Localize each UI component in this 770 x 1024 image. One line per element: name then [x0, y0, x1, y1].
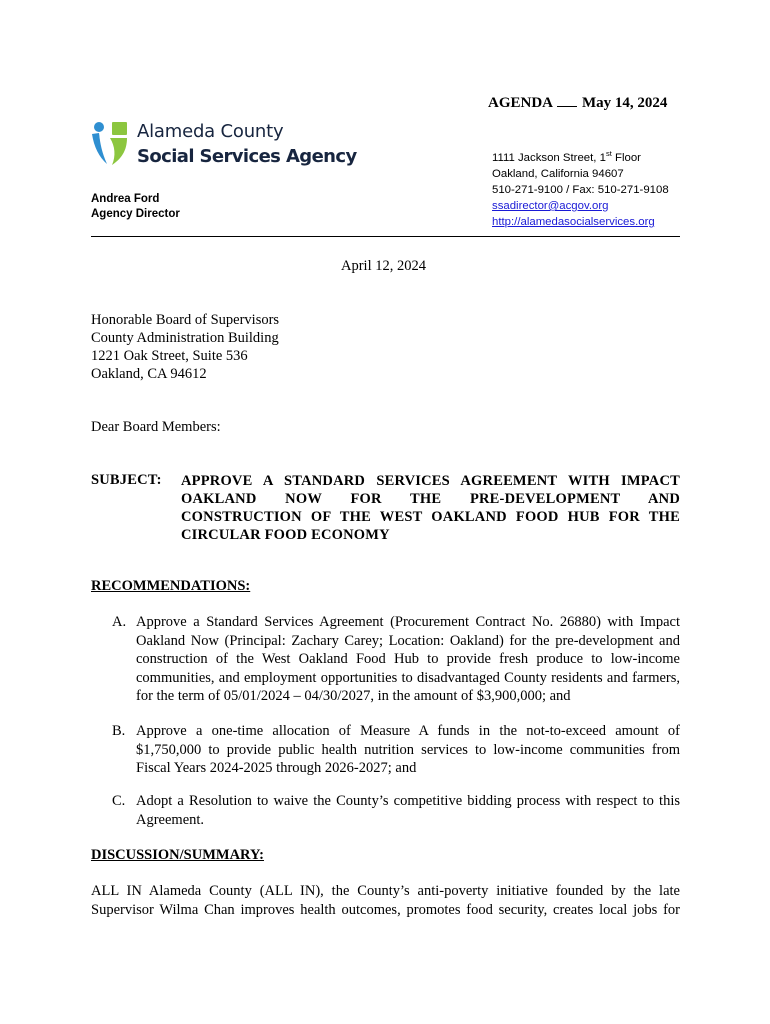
- address-street: 1111 Jackson Street, 1st Floor: [492, 149, 641, 164]
- org-name-line1: Alameda County: [137, 121, 284, 142]
- discussion-paragraph: ALL IN Alameda County (ALL IN), the County’s anti-poverty initiative founded by the late Supervisor Wilma Chan improves health outcomes, promotes food security, creates local jobs for: [91, 883, 680, 918]
- item-text: Adopt a Resolution to waive the County’s competitive bidding process with respect to this Agreement.: [136, 793, 680, 828]
- recommendations-heading: RECOMMENDATIONS:: [91, 578, 251, 594]
- recipient-line: 1221 Oak Street, Suite 536: [91, 348, 248, 364]
- salutation: Dear Board Members:: [91, 419, 221, 435]
- subject-label: SUBJECT:: [91, 472, 162, 488]
- item-letter: C.: [112, 793, 126, 809]
- website-link[interactable]: http://alamedasocialservices.org: [492, 216, 655, 228]
- discussion-heading: DISCUSSION/SUMMARY:: [91, 847, 264, 863]
- director-title: Agency Director: [91, 208, 180, 220]
- recipient-line: Oakland, CA 94612: [91, 366, 207, 382]
- email-link[interactable]: ssadirector@acgov.org: [492, 200, 609, 212]
- item-text: Approve a Standard Services Agreement (Procurement Contract No. 26880) with Impact Oakland Now (Principal: Zachary Carey; Location: Oakland) for the pre-development and construction of the West Oakland Food Hub to provide fresh produce to low-income communities, and employment opportunities to disadvantaged County residents and farmers, for the term of 05/01/2024 – 04/30/2027, in the amount of $3,900,000; and: [136, 614, 680, 705]
- recommendation-item: [112, 792, 680, 829]
- item-letter: A.: [112, 614, 127, 630]
- item-text: Approve a one-time allocation of Measure A funds in the not-to-exceed amount of $1,750,000 to provide public health nutrition services to low-income communities from Fiscal Years 2024-2025 through 2026-2027; and: [136, 723, 680, 777]
- recipient-line: County Administration Building: [91, 330, 279, 346]
- agency-logo: [90, 121, 357, 169]
- header-divider: [91, 236, 680, 237]
- item-letter: B.: [112, 723, 126, 739]
- address-block: [492, 150, 669, 230]
- recommendation-item: [112, 722, 680, 778]
- agenda-prefix: AGENDA: [488, 95, 554, 111]
- org-name-line2: Social Services Agency: [137, 146, 357, 167]
- recipient-line: Honorable Board of Supervisors: [91, 312, 280, 328]
- director-name: Andrea Ford: [91, 193, 160, 205]
- recommendation-item: [112, 613, 680, 706]
- subject-text: APPROVE A STANDARD SERVICES AGREEMENT WITH IMPACT OAKLAND NOW FOR THE PRE-DEVELOPMENT AND CONSTRUCTION OF THE WEST OAKLAND FOOD HUB FOR THE CIRCULAR FOOD ECONOMY: [181, 473, 680, 543]
- agenda-number-blank: [557, 94, 577, 107]
- agenda-date: May 14, 2024: [582, 95, 668, 111]
- agenda-line: [488, 94, 667, 112]
- agency-logo-icon: [90, 121, 132, 167]
- letter-date: April 12, 2024: [341, 258, 426, 274]
- recipient-address: [91, 311, 279, 383]
- address-phone: 510-271-9100 / Fax: 510-271-9108: [492, 184, 669, 196]
- director-block: [91, 192, 180, 222]
- address-city: Oakland, California 94607: [492, 168, 624, 180]
